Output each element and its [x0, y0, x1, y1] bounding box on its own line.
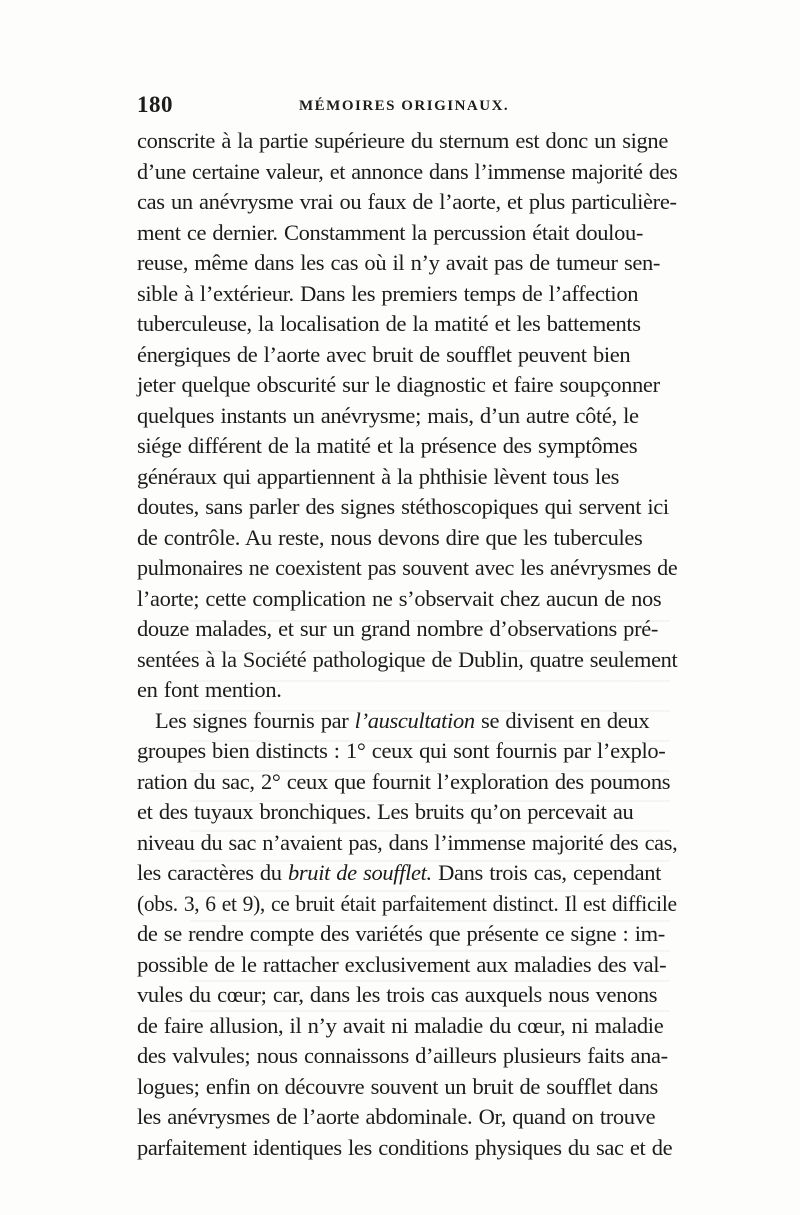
italic-term: bruit de soufflet.: [287, 860, 432, 885]
text-line: parfaitement identiques les conditions physiques du sac et de: [137, 1134, 673, 1160]
text-line: de se rendre compte des variétés que présente ce signe : im-: [137, 921, 665, 946]
text-line: vules du cœur; car, dans les trois cas auxquels nous venons: [137, 982, 658, 1007]
page-header: [137, 92, 669, 126]
text-line: groupes bien distincts : 1° ceux qui sont fournis par l’explo-: [137, 738, 666, 763]
text-line: siége différent de la matité et la présence des symptômes: [137, 433, 638, 458]
text-line: douze malades, et sur un grand nombre d’observations pré-: [137, 616, 659, 641]
text-line: niveau du sac n’avaient pas, dans l’immense majorité des cas,: [137, 829, 678, 855]
page-number: 180: [137, 92, 173, 117]
text-line: sible à l’extérieur. Dans les premiers temps de l’affection: [137, 280, 639, 306]
text-run: Les signes fournis par: [155, 707, 355, 733]
text-line: [137, 858, 677, 889]
text-line: en font mention.: [137, 677, 282, 702]
text-line: cas un anévrysme vrai ou faux de l’aorte, et plus particulière-: [137, 189, 677, 214]
text-run: Dans trois cas, cependant: [431, 860, 662, 885]
text-line: les anévrysmes de l’aorte abdominale. Or, quand on trouve: [137, 1104, 656, 1129]
text-line: et des tuyaux bronchiques. Les bruits qu’on percevait au: [137, 799, 634, 824]
text-line: l’aorte; cette complication ne s’observait chez aucun de nos: [137, 585, 662, 611]
text-run: les caractères du: [137, 860, 288, 885]
text-line: doutes, sans parler des signes stéthoscopiques qui servent ici: [137, 494, 669, 519]
text-run: se divisent en deux: [474, 707, 650, 733]
text-line: généraux qui appartiennent à la phthisie lèvent tous les: [137, 463, 619, 489]
text-line: d’une certaine valeur, et annonce dans l’immense majorité des: [137, 158, 678, 184]
text-line: ration du sac, 2° ceux que fournit l’exploration des poumons: [137, 768, 671, 794]
text-line: [137, 706, 677, 737]
text-line: (obs. 3, 6 et 9), ce bruit était parfaitement distinct. Il est difficile: [137, 890, 677, 916]
text-line: conscrite à la partie supérieure du sternum est donc un signe: [137, 128, 668, 153]
text-line: logues; enfin on découvre souvent un bruit de soufflet dans: [137, 1073, 658, 1099]
text-line: jeter quelque obscurité sur le diagnostic et faire soupçonner: [137, 372, 660, 397]
text-line: de faire allusion, il n’y avait ni maladie du cœur, ni maladie: [137, 1012, 664, 1038]
text-line: pulmonaires ne coexistent pas souvent avec les anévrysmes de: [137, 555, 678, 580]
text-line: sentées à la Société pathologique de Dublin, quatre seulement: [137, 646, 678, 672]
body-text: [137, 126, 677, 1163]
text-line: reuse, même dans les cas où il n’y avait pas de tumeur sen-: [137, 250, 661, 275]
text-line: ment ce dernier. Constamment la percussion était doulou-: [137, 219, 644, 245]
text-line: tuberculeuse, la localisation de la matité et les battements: [137, 311, 641, 336]
text-line: des valvules; nous connaissons d’ailleurs plusieurs faits ana-: [137, 1043, 668, 1068]
text-line: énergiques de l’aorte avec bruit de soufflet peuvent bien: [137, 341, 631, 367]
text-line: quelques instants un anévrysme; mais, d’un autre côté, le: [137, 402, 639, 428]
text-line: possible de le rattacher exclusivement aux maladies des val-: [137, 951, 667, 977]
running-head: MÉMOIRES ORIGINAUX.: [299, 98, 510, 114]
italic-term: l’auscultation: [354, 707, 475, 733]
text-line: de contrôle. Au reste, nous devons dire que les tubercules: [137, 524, 643, 550]
